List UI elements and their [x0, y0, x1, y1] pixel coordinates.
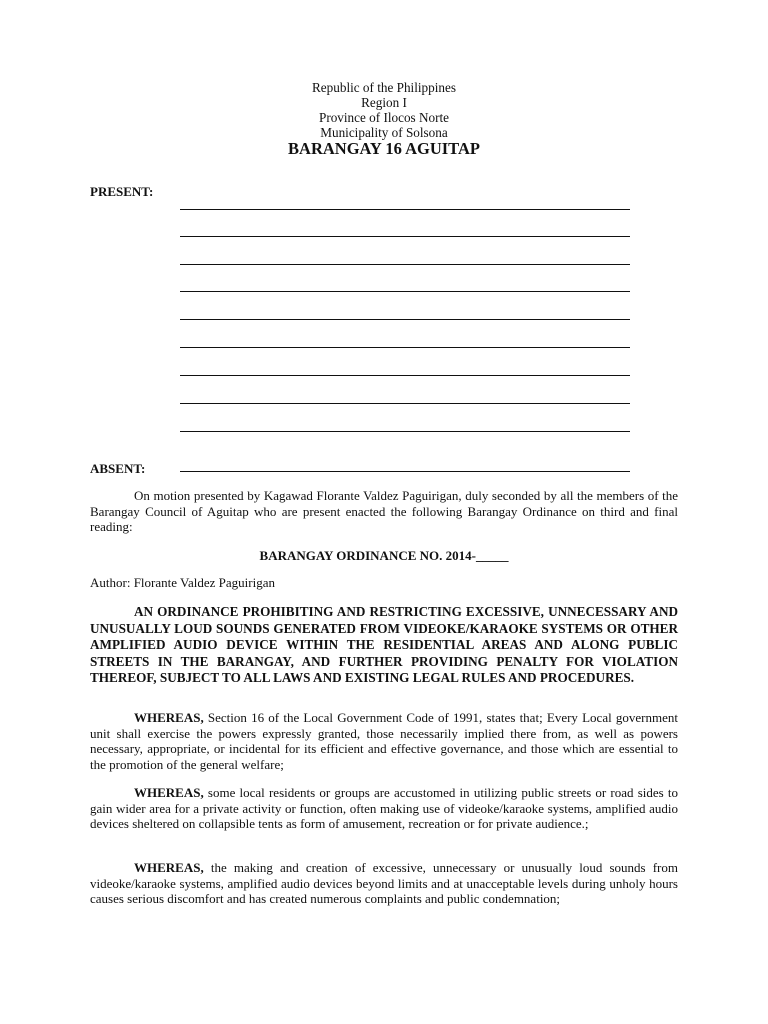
motion-paragraph	[90, 488, 678, 535]
whereas-text-1: Section 16 of the Local Government Code of 1991, states that; Every Local government unit shall exercise the powers expressly granted, those necessarily implied there from, as well as powers necessary, appropriate, or incidental for its efficient and effective governance, and those which are essential to the promotion of the general welfare;	[90, 710, 678, 772]
present-blank-line-2	[180, 236, 630, 237]
present-blank-line-1	[180, 209, 630, 210]
header-province: Province of Ilocos Norte	[318, 110, 449, 125]
whereas-keyword-3: WHEREAS,	[134, 860, 204, 875]
whereas-paragraph-1	[90, 710, 678, 772]
whereas-paragraph-2	[90, 785, 678, 832]
whereas-keyword-1: WHEREAS,	[134, 710, 204, 725]
absent-label: ABSENT:	[90, 461, 146, 476]
ordinance-author: Author: Florante Valdez Paguirigan	[90, 575, 275, 590]
ordinance-title-text: AN ORDINANCE PROHIBITING AND RESTRICTING EXCESSIVE, UNNECESSARY AND UNUSUALLY LOUD SOUNDS GENERATED FROM VIDEOKE/KARAOKE SYSTEMS OR OTHER AMPLIFIED AUDIO DEVICE WITHIN THE RESIDENTIAL AREAS AND ALONG PUBLIC STREETS IN THE BARANGAY, AND FURTHER PROVIDING PENALTY FOR VIOLATION THEREOF, SUBJECT TO ALL LAWS AND EXISTING LEGAL RULES AND PROCEDURES.	[90, 604, 678, 686]
ordinance-number: BARANGAY ORDINANCE NO. 2014-_____	[259, 548, 509, 563]
present-blank-line-4	[180, 291, 630, 292]
whereas-text-2: some local residents or groups are accustomed in utilizing public streets or road sides to gain wider area for a private activity or function, often making use of videoke/karaoke systems, amplified audio devices sheltered on collapsible tents as form of amusement, recreation or for private audience.;	[90, 785, 678, 832]
present-blank-line-9	[180, 431, 630, 432]
present-blank-line-6	[180, 347, 630, 348]
header-region: Region I	[361, 95, 407, 110]
present-blank-line-3	[180, 264, 630, 265]
whereas-paragraph-3	[90, 860, 678, 907]
ordinance-title	[90, 604, 678, 687]
present-blank-line-8	[180, 403, 630, 404]
whereas-text-3: the making and creation of excessive, unnecessary or unusually loud sounds from videoke/karaoke systems, amplified audio devices beyond limits and at unacceptable levels during unholy hours causes serious discomfort and has created numerous complaints and public condemnation;	[90, 860, 678, 907]
present-blank-line-5	[180, 319, 630, 320]
present-label: PRESENT:	[90, 184, 154, 199]
header-barangay-title: BARANGAY 16 AGUITAP	[288, 139, 480, 158]
header-municipality: Municipality of Solsona	[320, 125, 448, 140]
header-republic: Republic of the Philippines	[312, 80, 456, 95]
whereas-keyword-2: WHEREAS,	[134, 785, 204, 800]
absent-blank-line	[180, 471, 630, 472]
present-blank-line-7	[180, 375, 630, 376]
motion-text: On motion presented by Kagawad Florante Valdez Paguirigan, duly seconded by all the members of the Barangay Council of Aguitap who are present enacted the following Barangay Ordinance on third and final reading:	[90, 488, 678, 535]
